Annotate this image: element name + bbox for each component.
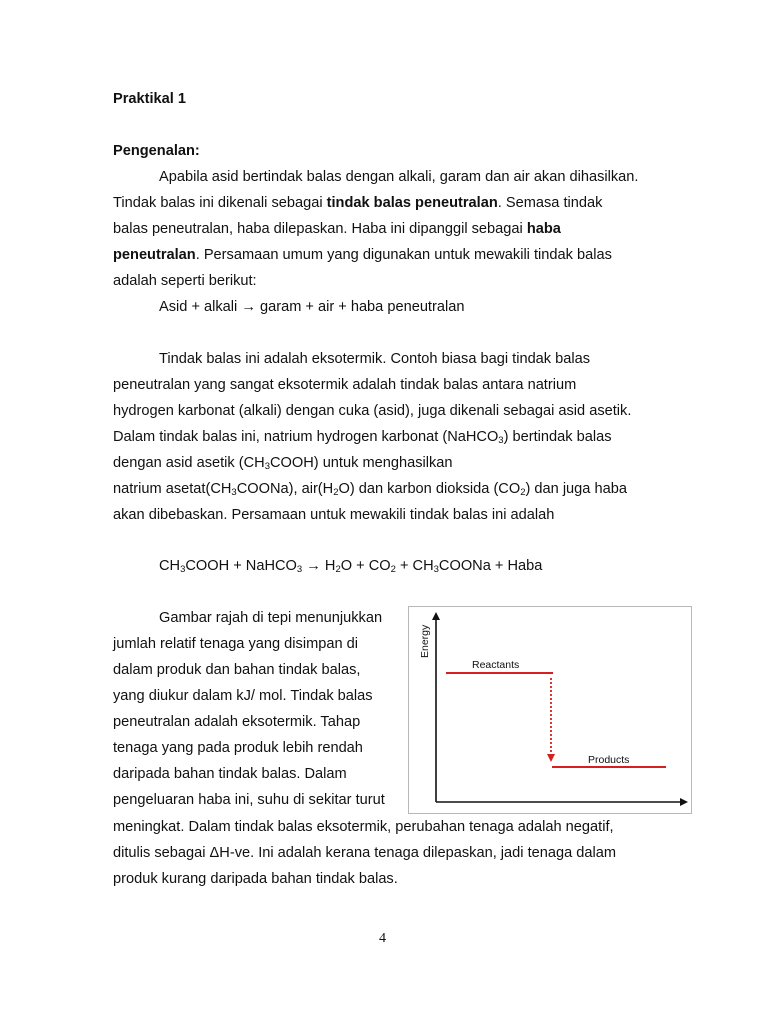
p1-line-5: adalah seperti berikut: [113,273,257,289]
p1-line-1: Apabila asid bertindak balas dengan alkali, garam dan air akan dihasilkan. [159,169,639,185]
section-title [113,141,200,161]
eq-part: → H [302,558,336,574]
energy-level-diagram [408,606,692,814]
p1-line-2 [113,193,602,213]
p2-line-6 [113,479,627,499]
p2-line-1: Tindak balas ini adalah eksotermik. Contoh biasa bagi tindak balas [159,351,591,367]
p2-line-2: peneutralan yang sangat eksotermik adalah tindak balas antara natrium [113,377,577,393]
p3-line-2: jumlah relatif tenaga yang disimpan di [113,636,358,652]
products-label: Products [588,754,630,766]
p2-line-4b: ) bertindak balas [503,429,612,445]
eq-part: CH [159,558,181,574]
p3-line-7: daripada bahan tindak balas. Dalam [113,766,347,782]
p3-line-1: Gambar rajah di tepi menunjukkan [159,610,383,626]
p2-line-4a: Dalam tindak balas ini, natrium hydrogen karbonat (NaHCO [113,429,499,445]
p1-line-3a: balas peneutralan, haba dilepaskan. Haba ini dipanggil sebagai [113,221,527,237]
subscript: 2 [335,564,341,575]
y-axis-label: Energy [419,624,431,658]
term-tindak-balas-peneutralan: tindak balas peneutralan [326,195,498,211]
subscript: 3 [180,564,186,575]
term-haba: haba [526,221,561,237]
chemical-equation [159,556,542,576]
p2-line-7: akan dibebaskan. Persamaan untuk mewakili tindak balas ini adalah [113,507,555,523]
subscript: 2 [390,564,396,575]
p2-line-6c: O) dan karbon dioksida (CO [338,481,521,497]
p3-line-9: meningkat. Dalam tindak balas eksotermik, perubahan tenaga adalah negatif, [113,819,614,835]
subscript: 3 [498,435,504,446]
p3-line-8: pengeluaran haba ini, suhu di sekitar turut [113,792,385,808]
p3-line-6: tenaga yang pada produk lebih rendah [113,740,363,756]
p2-line-3: hydrogen karbonat (alkali) dengan cuka (asid), juga dikenali sebagai asid asetik. [113,403,632,419]
page-number: 4 [379,931,386,946]
p1-line-2c: . Semasa tindak [497,195,603,211]
term-peneutralan: peneutralan [113,247,196,263]
p3-line-3: dalam produk dan bahan tindak balas, [113,662,361,678]
p2-line-6a: natrium asetat(CH [113,481,232,497]
diagram-frame [409,607,692,814]
p1-line-4b: . Persamaan umum yang digunakan untuk mewakili tindak balas [195,247,612,263]
eq-part: O + CO [340,558,391,574]
p1-line-3 [113,219,561,239]
heading [113,89,186,109]
p2-line-5 [113,453,453,473]
p2-line-4 [113,427,612,447]
subscript: 3 [231,487,237,498]
p1-line-4 [113,245,612,265]
subscript: 3 [296,564,303,575]
eq-part: COOH + NaHCO [185,558,297,574]
subscript: 2 [520,487,526,498]
p3-line-10: ditulis sebagai ΔH-ve. Ini adalah kerana tenaga dilepaskan, jadi tenaga dalam [113,845,617,861]
reactants-label: Reactants [472,659,520,671]
p2-line-5b: COOH) untuk menghasilkan [270,455,453,471]
eq-part: COONa + Haba [438,558,543,574]
section-title-text: Pengenalan: [113,143,200,159]
p3-line-5: peneutralan adalah eksotermik. Tahap [113,714,361,730]
p2-line-6b: COONa), air(H [236,481,334,497]
subscript: 2 [333,487,339,498]
p1-line-2a: Tindak balas ini dikenali sebagai [113,195,327,211]
general-equation: Asid + alkali → garam + air + haba peneutralan [159,299,465,315]
subscript: 3 [264,461,270,472]
heading-text: Praktikal 1 [113,91,187,107]
p2-line-5a: dengan asid asetik (CH [113,455,265,471]
p3-line-4: yang diukur dalam kJ/ mol. Tindak balas [113,688,373,704]
p3-line-11: produk kurang daripada bahan tindak balas. [113,871,398,887]
eq-part: + CH [395,558,434,574]
subscript: 3 [433,564,439,575]
p2-line-6d: ) dan juga haba [525,481,627,497]
